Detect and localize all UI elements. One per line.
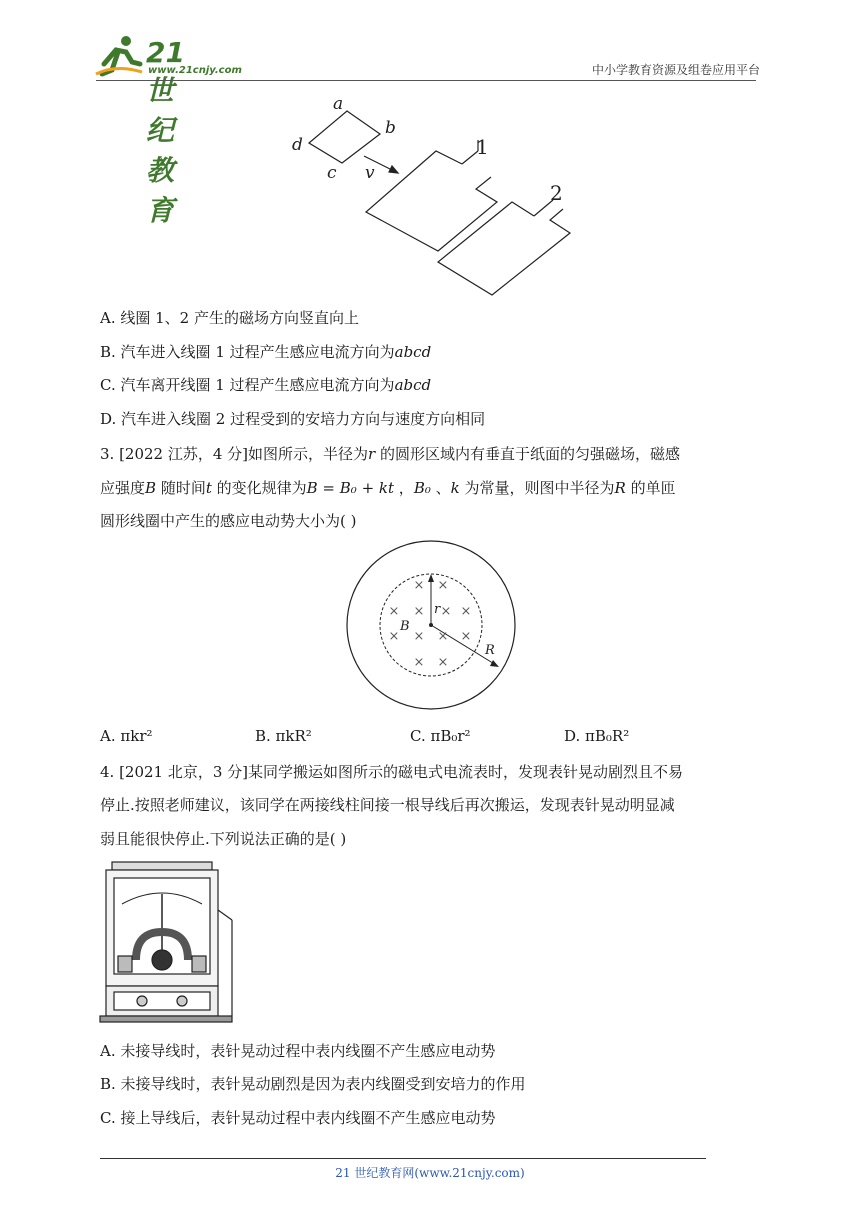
label-B: B xyxy=(400,619,410,634)
q2-option-a: A. 线圈 1、2 产生的磁场方向竖直向上 xyxy=(100,309,359,327)
footer-divider xyxy=(100,1158,706,1159)
coil-2 xyxy=(438,202,570,295)
label-coil-2: 2 xyxy=(550,181,563,205)
svg-text:×: × xyxy=(437,655,449,670)
q2-option-d: D. 汽车进入线圈 2 过程受到的安培力方向与速度方向相同 xyxy=(100,410,486,428)
svg-text:×: × xyxy=(413,578,425,593)
car-loop-abcd xyxy=(309,111,380,163)
svg-text:×: × xyxy=(388,604,400,619)
label-d: d xyxy=(292,135,303,155)
q3-stem-line3: 圆形线圈中产生的感应电动势大小为( ) xyxy=(100,512,357,530)
q4-stem-line3: 弱且能很快停止.下列说法正确的是( ) xyxy=(100,830,347,848)
svg-text:×: × xyxy=(413,604,425,619)
label-a: a xyxy=(333,94,344,114)
coil-1 xyxy=(366,151,497,251)
galvanometer-illustration xyxy=(98,860,238,1025)
label-v: v xyxy=(365,163,375,183)
footer-link[interactable]: 21 世纪教育网(www.21cnjy.com) xyxy=(335,1166,525,1180)
q3-option-d: D. πB₀R² xyxy=(564,727,630,745)
q4-stem-line2: 停止.按照老师建议，该同学在两接线柱间接一根导线后再次搬运，发现表针晃动明显减 xyxy=(100,796,675,814)
q4-stem-line1: 4. [2021 北京，3 分]某同学搬运如图所示的磁电式电流表时，发现表针晃动剧烈且不易 xyxy=(100,763,684,781)
q4-option-c: C. 接上导线后，表针晃动过程中表内线圈不产生感应电动势 xyxy=(100,1109,496,1127)
q3-stem-line1: 3. [2022 江苏，4 分]如图所示，半径为r 的圆形区域内有垂直于纸面的匀强磁场，磁感 xyxy=(100,445,680,463)
q3-option-b: B. πkR² xyxy=(255,727,312,745)
svg-text:×: × xyxy=(413,629,425,644)
q4-option-b: B. 未接导线时，表针晃动剧烈是因为表内线圈受到安培力的作用 xyxy=(100,1075,526,1093)
label-c: c xyxy=(327,163,337,183)
svg-text:×: × xyxy=(437,578,449,593)
svg-text:×: × xyxy=(460,604,472,619)
label-R: R xyxy=(485,643,495,658)
coil-diagram xyxy=(0,0,860,300)
q4-option-a: A. 未接导线时，表针晃动过程中表内线圈不产生感应电动势 xyxy=(100,1042,496,1060)
svg-text:×: × xyxy=(460,629,472,644)
platform-title: 中小学教育资源及组卷应用平台 xyxy=(591,63,760,77)
svg-text:×: × xyxy=(440,604,452,619)
svg-text:×: × xyxy=(437,629,449,644)
label-coil-1: 1 xyxy=(476,135,489,159)
q3-stem-line2: 应强度B 随时间t 的变化规律为B = B₀ + kt ，B₀ 、k 为常量，则图中半径为R 的单匝 xyxy=(100,479,676,497)
svg-text:×: × xyxy=(388,629,400,644)
q3-option-a: A. πkr² xyxy=(100,727,153,745)
label-r: r xyxy=(434,602,441,617)
label-b: b xyxy=(385,118,396,138)
logo-url: www.21cnjy.com xyxy=(148,65,242,76)
svg-text:×: × xyxy=(413,655,425,670)
q2-option-c: C. 汽车离开线圈 1 过程产生感应电流方向为abcd xyxy=(100,376,432,394)
q2-option-b: B. 汽车进入线圈 1 过程产生感应电流方向为abcd xyxy=(100,343,432,361)
logo-text: 21世纪教育 xyxy=(146,36,185,227)
q3-option-c: C. πB₀r² xyxy=(410,727,471,745)
